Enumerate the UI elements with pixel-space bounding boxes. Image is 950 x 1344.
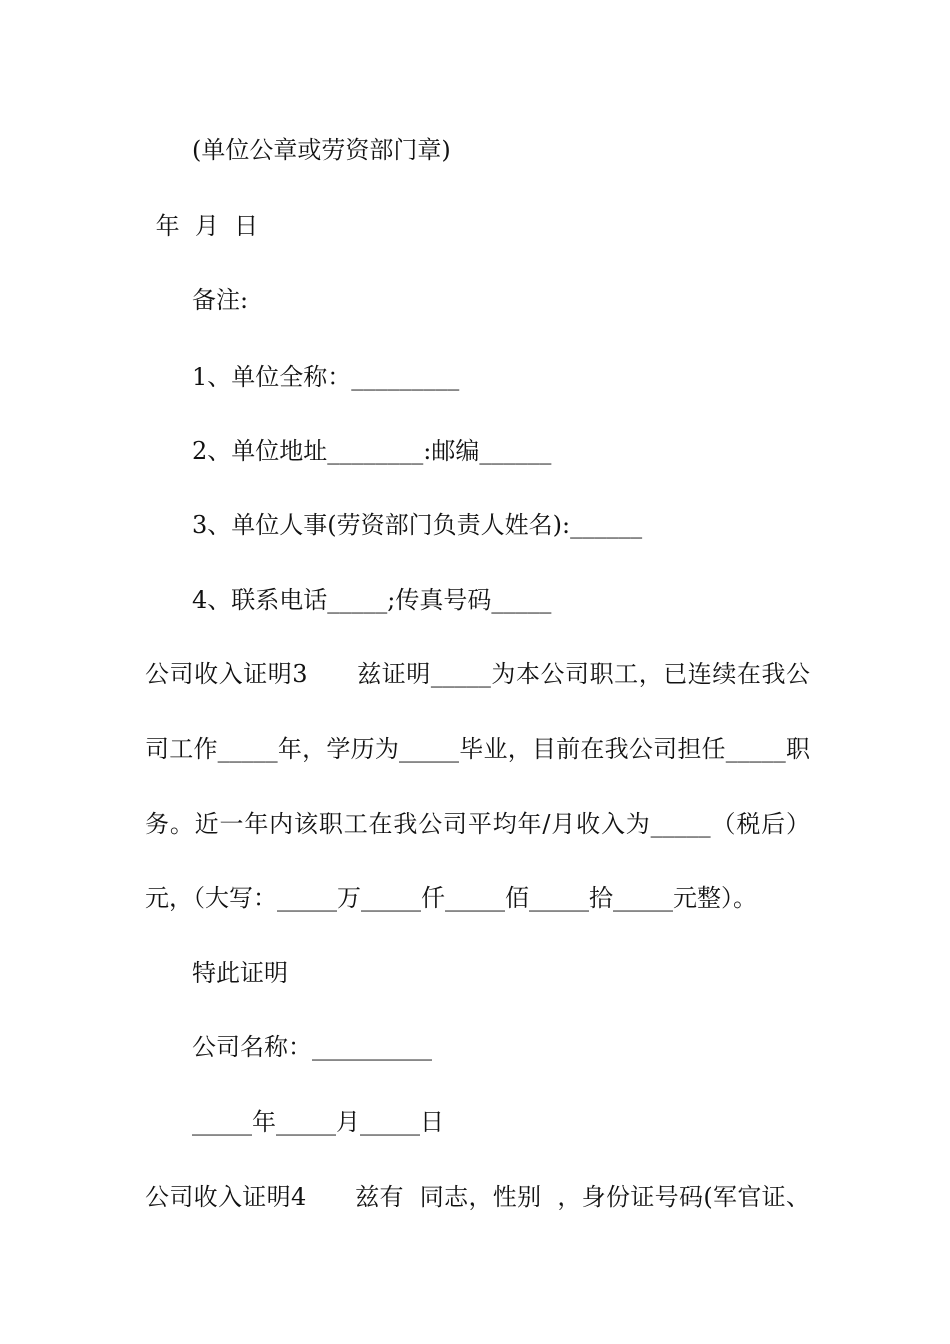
company-name-field: 公司名称：__________ bbox=[192, 1033, 432, 1061]
remark-item-2: 2、单位地址________:邮编______ bbox=[192, 437, 552, 465]
remark-item-4: 4、联系电话_____;传真号码_____ bbox=[192, 586, 552, 614]
signature-date-field: _____年_____月_____日 bbox=[192, 1108, 444, 1136]
certificate-4-heading-line: 公司收入证明4 兹有 同志，性别 ，身份证号码(军官证、 bbox=[145, 1183, 810, 1211]
certificate-3-paragraph-line-1: 公司收入证明3 兹证明_____为本公司职工，已连续在我公 bbox=[145, 660, 810, 688]
certificate-3-paragraph-line-2: 司工作_____年，学历为_____毕业，目前在我公司担任_____职 bbox=[145, 735, 810, 763]
certificate-3-paragraph-line-4: 元，（大写：_____万_____仟_____佰_____拾_____元整）。 bbox=[145, 884, 757, 912]
seal-note: (单位公章或劳资部门章) bbox=[192, 136, 451, 164]
remark-item-1: 1、单位全称：_________ bbox=[192, 363, 460, 391]
hereby-certify: 特此证明 bbox=[192, 959, 288, 987]
remarks-heading: 备注: bbox=[192, 286, 249, 314]
remark-item-3: 3、单位人事(劳资部门负责人姓名):______ bbox=[192, 511, 643, 539]
date-line: 年 月 日 bbox=[148, 212, 259, 240]
certificate-3-paragraph-line-3: 务。近一年内该职工在我公司平均年/月收入为_____（税后） bbox=[145, 810, 810, 838]
